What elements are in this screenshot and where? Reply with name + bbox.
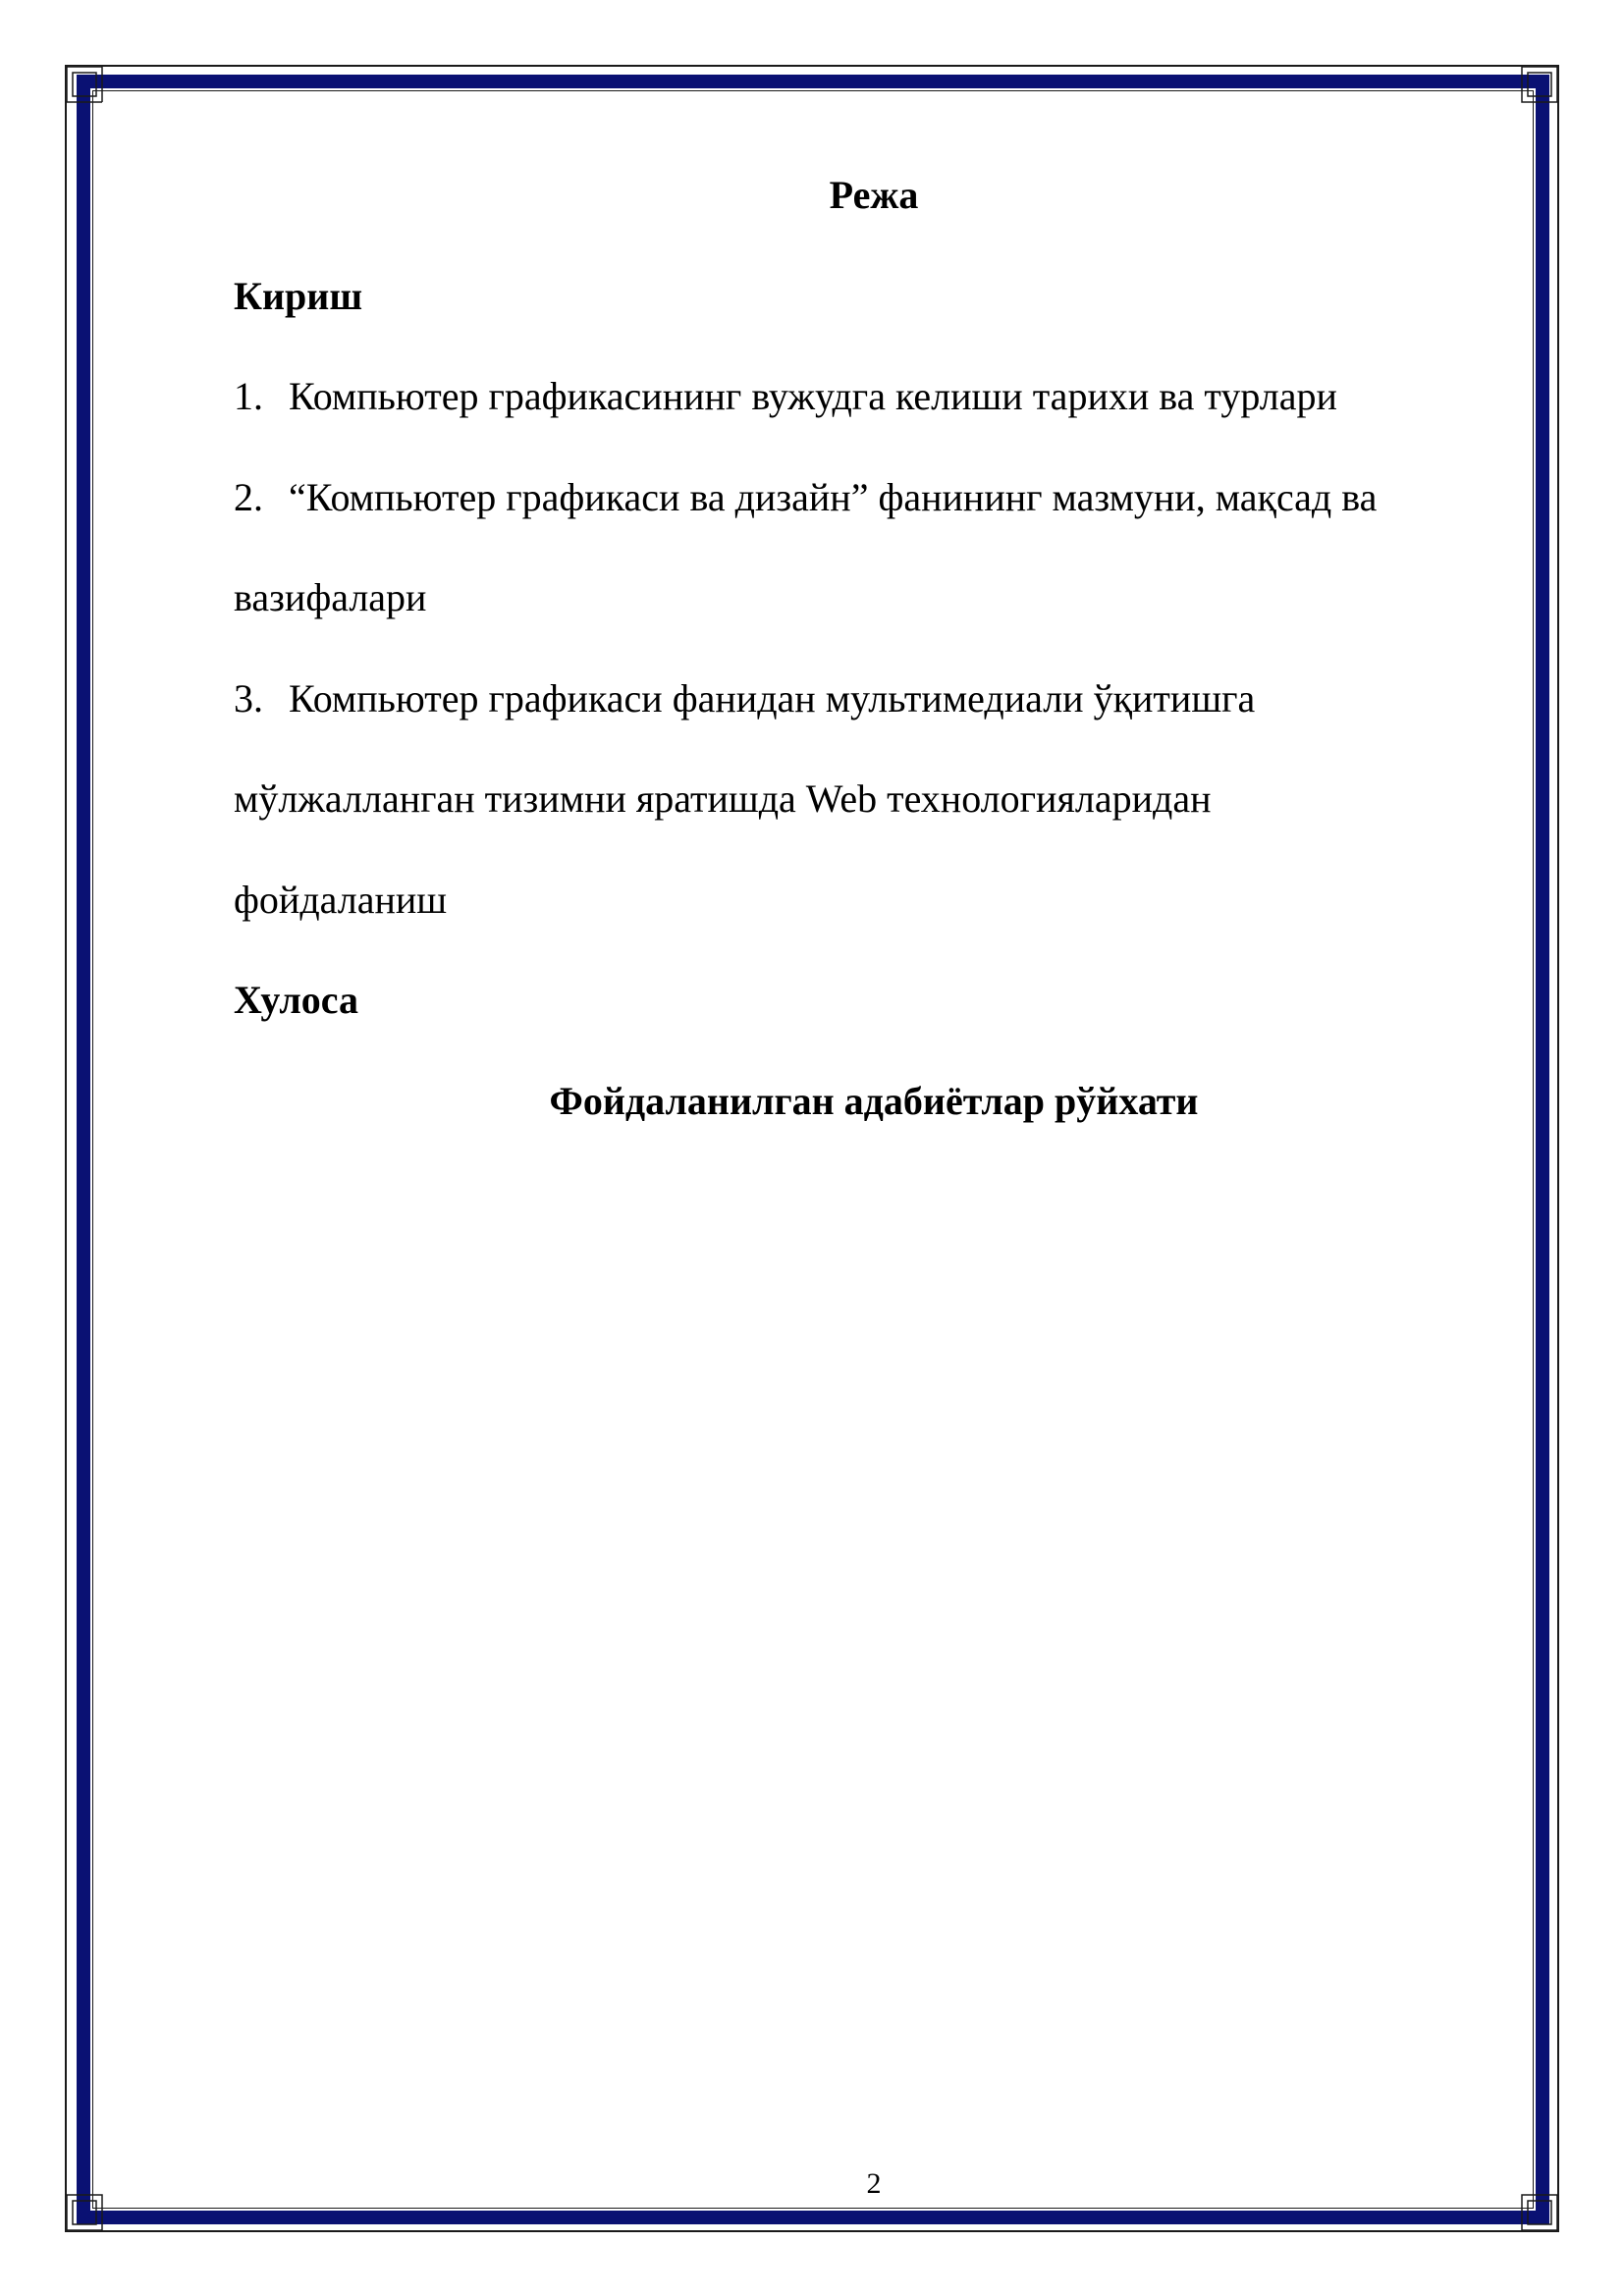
section-conclusion: Хулоса bbox=[234, 978, 359, 1022]
plan-item-3-continuation: фойдаланиш bbox=[234, 877, 448, 922]
plan-item-number: 1. bbox=[234, 374, 263, 418]
plan-item-text: “Компьютер графикаси ва дизайн” фанининг мазмуни, мақсад ва bbox=[289, 474, 1378, 519]
corner-ornament-top-left bbox=[65, 65, 104, 104]
document-body bbox=[234, 145, 1520, 1151]
plan-item-text: Компьютер графикаси фанидан мультимедиали ўқитишга bbox=[289, 675, 1256, 721]
section-introduction: Кириш bbox=[234, 273, 363, 318]
plan-item-number: 2. bbox=[234, 474, 263, 519]
plan-item-2 bbox=[234, 448, 1520, 549]
plan-item-3 bbox=[234, 649, 1520, 750]
corner-ornament-top-right bbox=[1520, 65, 1559, 104]
plan-item-2-continuation: вазифалари bbox=[234, 575, 427, 619]
plan-item-number: 3. bbox=[234, 675, 263, 721]
plan-item-1 bbox=[234, 347, 1520, 448]
plan-item-3-continuation: мўлжалланган тизимни яратишда Web технологияларидан bbox=[234, 776, 1212, 821]
page-number: 2 bbox=[866, 2167, 882, 2200]
document-title: Режа bbox=[829, 173, 919, 217]
plan-item-text: Компьютер графикасининг вужудга келиши тарихи ва турлари bbox=[289, 374, 1337, 418]
section-references: Фойдаланилган адабиётлар рўйхати bbox=[549, 1078, 1199, 1123]
